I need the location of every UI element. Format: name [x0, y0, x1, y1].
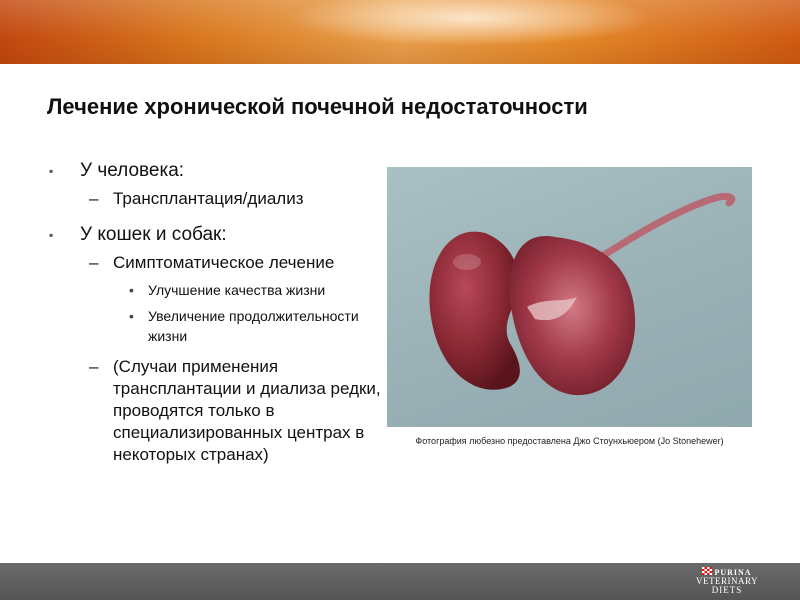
bullet-text: У человека: — [80, 160, 185, 181]
dash-bullet-icon: – — [89, 189, 99, 208]
bullet-text: Увеличение продолжительности жизни — [148, 308, 359, 344]
footer-bar — [0, 563, 800, 600]
page-title: Лечение хронической почечной недостаточности — [47, 94, 588, 119]
slide-content — [47, 160, 382, 472]
photo-caption: Фотография любезно предоставлена Джо Стоунхьюером (Jo Stonehewer) — [415, 436, 724, 446]
dash-bullet-icon: – — [89, 253, 99, 272]
bullet-pets — [47, 224, 382, 246]
checkerboard-icon — [702, 567, 712, 575]
top-banner — [0, 0, 800, 64]
bullet-text: (Случаи применения трансплантации и диализа редки, проводятся только в специализированных центрах в некоторых странах) — [113, 357, 381, 464]
kidney-photo — [387, 167, 752, 427]
sub-sub-bullet-quality — [47, 280, 382, 300]
sub-sub-bullet-lifespan — [47, 306, 382, 346]
bullet-text: У кошек и собак: — [80, 224, 227, 245]
dot-bullet-icon: • — [129, 308, 134, 324]
dash-bullet-icon: – — [89, 357, 99, 376]
sub-bullet-transplant-rare — [47, 356, 382, 466]
kidney-icon — [387, 167, 752, 427]
bullet-text: Симптоматическое лечение — [113, 253, 335, 272]
sub-bullet-symptomatic — [47, 252, 382, 274]
logo-line2: VETERINARY — [696, 576, 758, 586]
dot-bullet-icon: • — [129, 282, 134, 298]
sub-bullet-transplant — [47, 188, 382, 210]
square-bullet-icon: ▪ — [49, 228, 54, 242]
bullet-human — [47, 160, 382, 182]
square-bullet-icon: ▪ — [49, 164, 54, 178]
logo-line3: DIETS — [711, 585, 743, 595]
bullet-text: Трансплантация/диализ — [113, 189, 304, 208]
bullet-text: Улучшение качества жизни — [148, 282, 326, 298]
purina-veterinary-diets-logo — [692, 566, 762, 595]
logo-brand: PURINA — [714, 568, 752, 577]
